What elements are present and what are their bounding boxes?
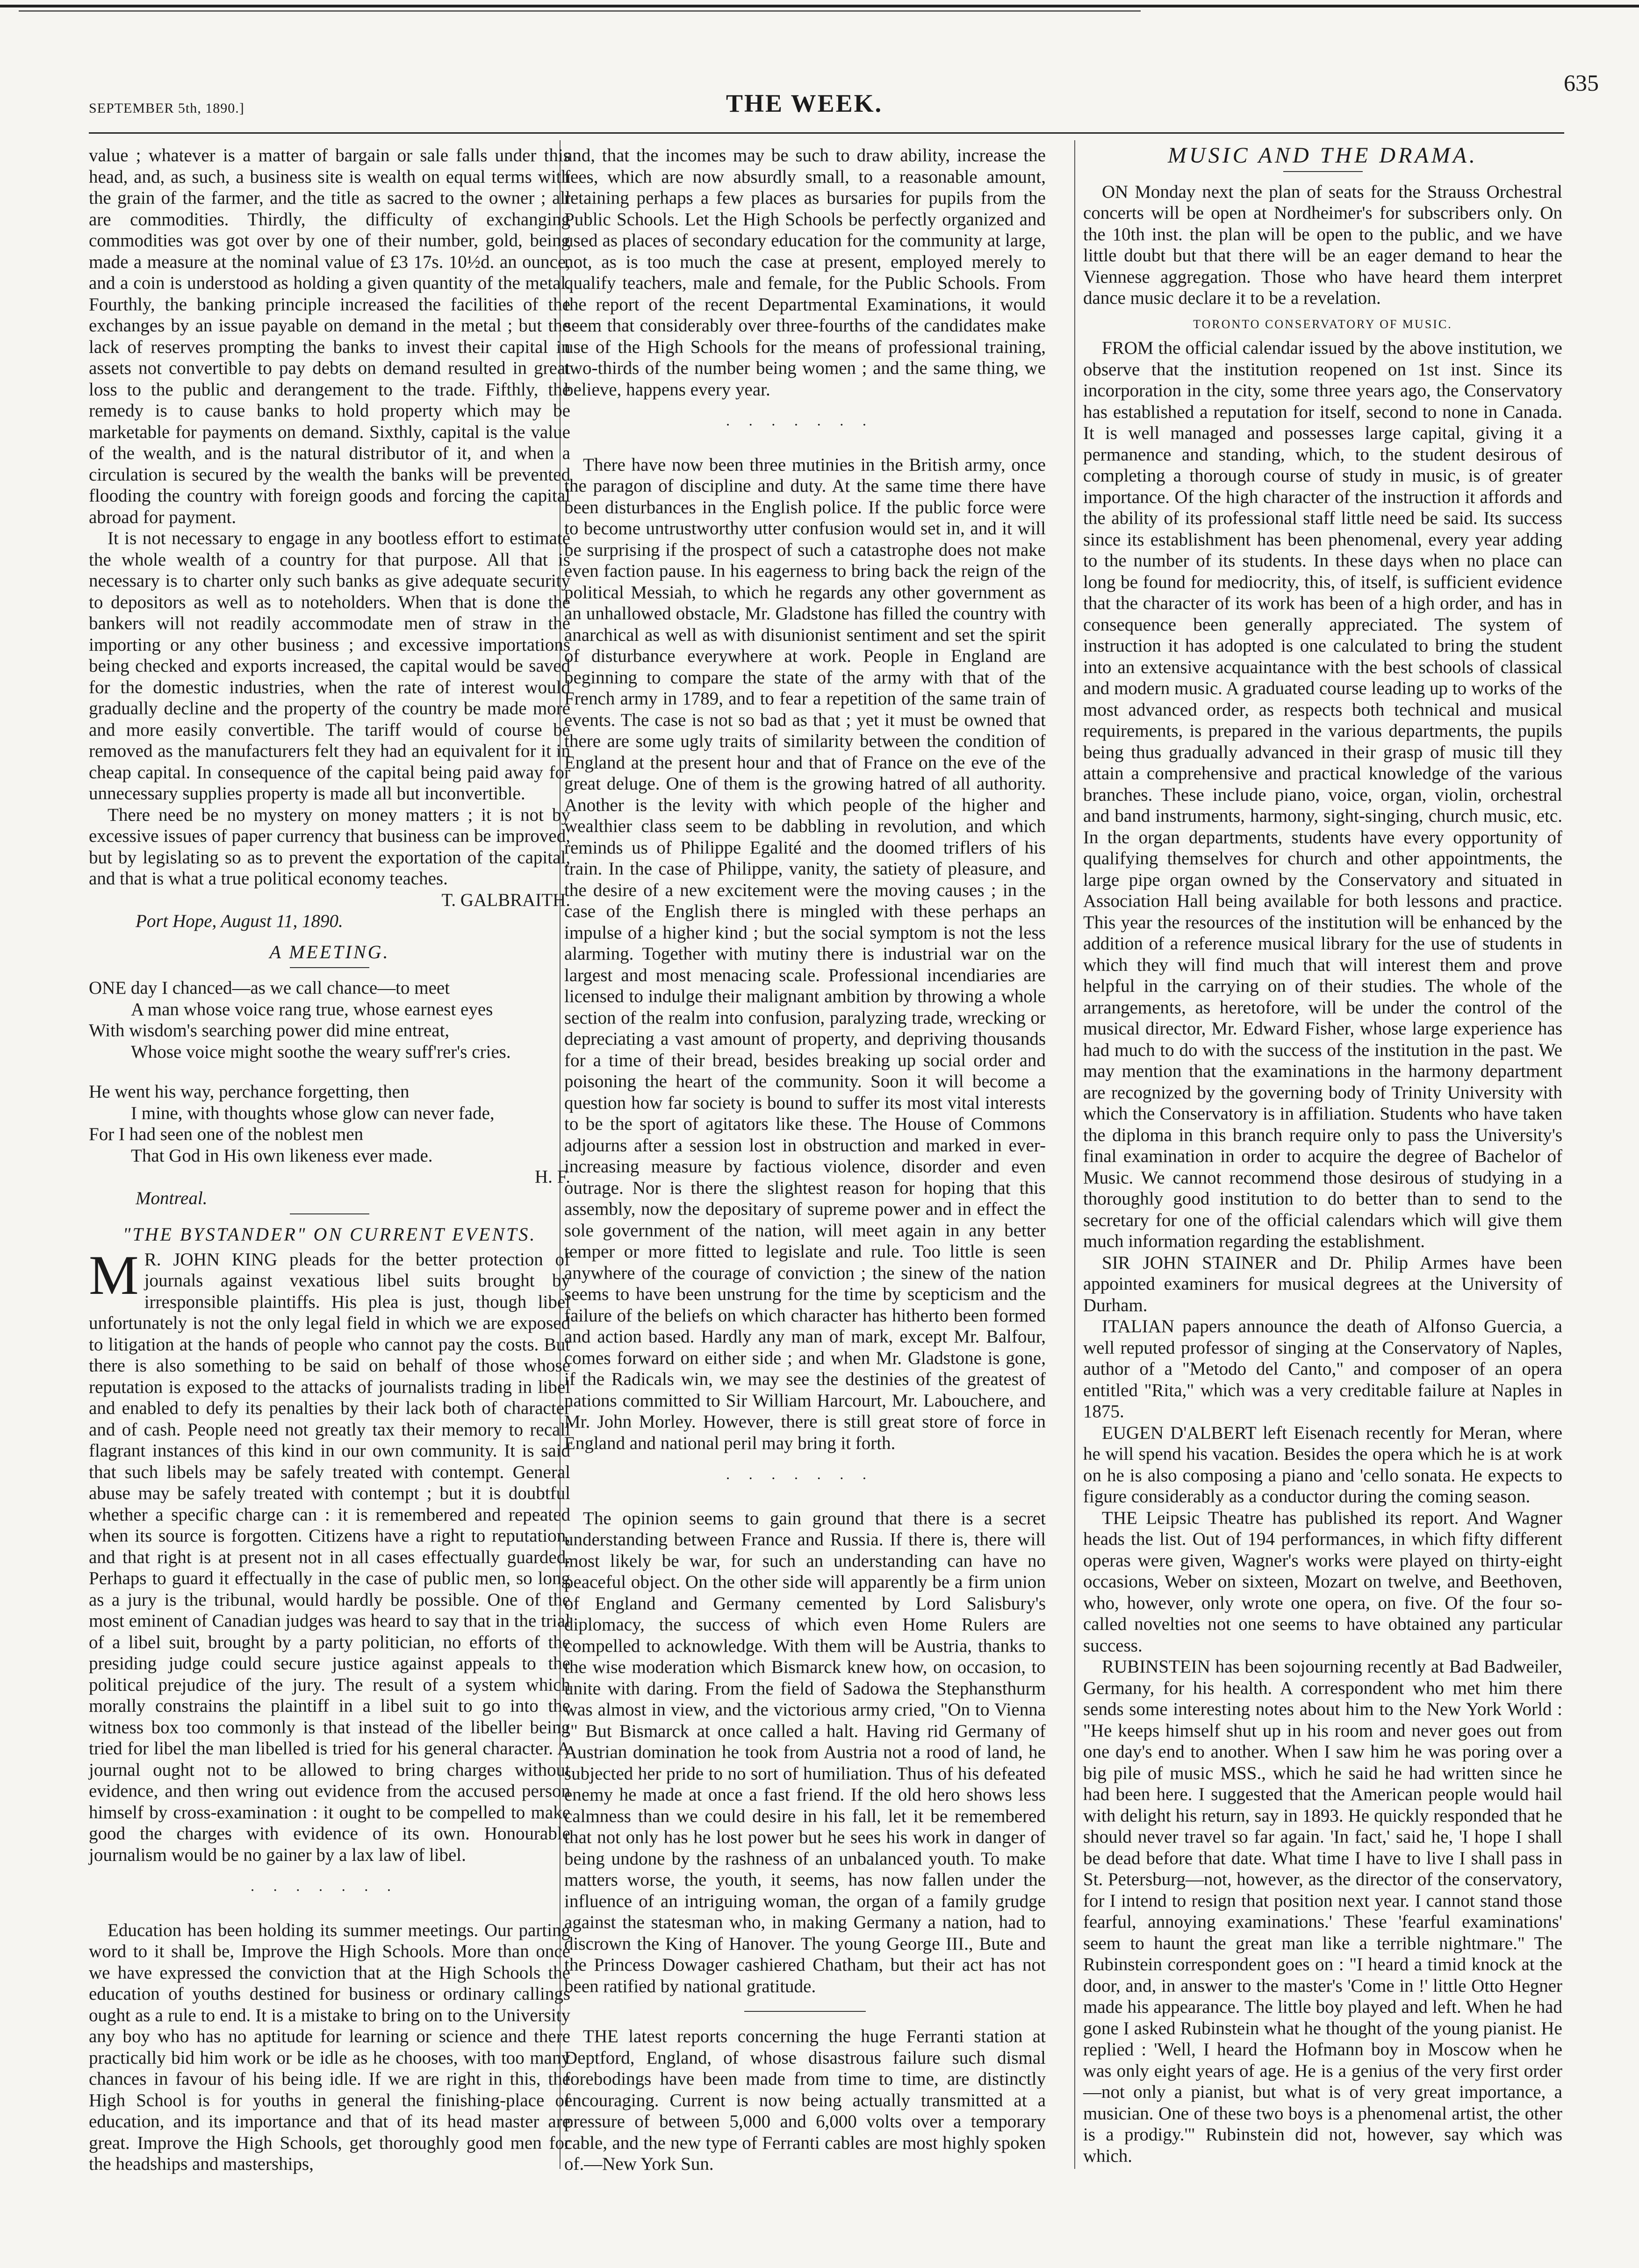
article-paragraph: ON Monday next the plan of seats for the Strauss Orchestral concerts will be open at Nordheimer's for subscribers only. On the 10th inst. the plan will be open to the public, and we have little doubt but that there will be an eager demand to hear the Viennese aggregation. Those who have heard them interpret dance music declare it to be a revelation. <box>1083 181 1562 308</box>
section-separator-dots: ······· <box>250 1881 410 1898</box>
letter-signature: T. GALBRAITH. <box>441 890 570 910</box>
poem-line: For I had seen one of the noblest men <box>89 1124 364 1144</box>
drop-cap: M <box>89 1243 139 1306</box>
page-number: 635 <box>1564 70 1599 96</box>
article-paragraph: SIR JOHN STAINER and Dr. Philip Armes have been appointed examiners for musical degrees at the University of Durham. <box>1083 1252 1562 1315</box>
poem-line: A man whose voice rang true, whose earnest eyes <box>131 999 493 1019</box>
article-paragraph: value ; whatever is a matter of bargain or sale falls under this head, and, as such, a business site is wealth on equal terms with the grain of the farmer, and the title as sacred to the owner ; all are commodities. Thirdly, the difficulty of exchanging commodities was got over by one of their number, gold, being made a measure at the nominal value of £3 17s. 10½d. an ounce, and a coin is understood as holding a given quantity of the metal. Fourthly, the banking principle increased the facilities of the exchanges by an issue payable on demand in the metal ; but the lack of reserves prompting the banks to invest their capital in assets not convertible to pay debts on demand resulted in great loss to the public and derangement to the trade. Fifthly, the remedy is to cause banks to hold property which may be marketable for payments on demand. Sixthly, capital is the value of the wealth, and is the natural distributor of it, and when a circulation is secured by the wealth the banks will be prevented flooding the country with foreign goods and forcing the capital abroad for payment. <box>89 145 570 527</box>
issue-date: SEPTEMBER 5th, 1890.] <box>89 100 244 116</box>
article-paragraph: There need be no mystery on money matters ; it is not by excessive issues of paper currency that business can be improved, but by legislating so as to prevent the exportation of the capital, and that is what a true political economy teaches. <box>89 804 570 889</box>
section-rule <box>290 1213 369 1214</box>
column-middle <box>564 145 1046 2175</box>
letter-place-date: Port Hope, August 11, 1890. <box>136 911 343 931</box>
poem <box>89 977 570 1166</box>
section-rule <box>290 967 369 968</box>
subsection-title: TORONTO CONSERVATORY OF MUSIC. <box>1193 317 1452 331</box>
poem-line: That God in His own likeness ever made. <box>131 1145 433 1166</box>
article-paragraph: ITALIAN papers announce the death of Alfonso Guercia, a well reputed professor of singing at the Conservatory of Naples, author of a "Metodo del Canto," and composer of an opera entitled "Rita," which was a very creditable failure at Naples in 1875. <box>1083 1316 1562 1421</box>
section-title: "THE BYSTANDER" ON CURRENT EVENTS. <box>122 1224 537 1245</box>
article-paragraph: THE Leipsic Theatre has published its report. And Wagner heads the list. Out of 194 performances, in which fifty different operas were given, Wagner's works were played on thirty-eight occasions, Weber on sixteen, Mozart on twelve, and Beethoven, who, however, only wrote one opera, on five. Of the four so-called novelties not one seems to have obtained any particular success. <box>1083 1507 1562 1656</box>
top-border-rule <box>0 5 1639 7</box>
top-border-rule-secondary <box>19 10 1141 12</box>
column-divider <box>1074 140 1075 2169</box>
poem-line: ONE day I chanced—as we call chance—to meet <box>89 978 450 998</box>
article-paragraph: FROM the official calendar issued by the above institution, we observe that the institution reopened on 1st inst. Since its incorporation in the city, some three years ago, the Conservatory has established a reputation for itself, second to none in Canada. It is well managed and possesses large capital, giving it a permanence and standing, which, to the student desirous of completing a thorough course of study in music, is of greater importance. Of the high character of the instruction it affords and the ability of its professional staff little need be said. Its success since its establishment has been phenomenal, every year adding to the number of its students. In these days when no place can long be found for mediocrity, this, of itself, is sufficient evidence that the character of its work has been of a high order, and has in consequence been generally appreciated. The system of instruction it has adopted is one calculated to bring the student into an extensive acquaintance with the best schools of classical and modern music. A graduated course leading up to works of the most advanced order, as respects both technical and musical requirements, is prepared in the various departments, the pupils being thus gradually advanced in their grasp of music till they attain a comprehensive and practical knowledge of the various branches. These include piano, voice, organ, violin, orchestral and band instruments, harmony, sight-singing, church music, etc. In the organ departments, students have every opportunity of qualifying themselves for church and other appointments, the large pipe organ owned by the Conservatory and situated in Association Hall being available for both lessons and practice. This year the resources of the institution will be enhanced by the addition of a reference musical library for the use of students in which they will find much that will interest them and prove helpful in the carrying on of their studies. The whole of the arrangements, as heretofore, will be under the control of the musical director, Mr. Edward Fisher, whose large experience has had much to do with the success of the institution in the past. We may mention that the examinations in the harmony department are recognized by the governing body of Trinity University with which the Conservatory is in affiliation. Students who have taken the diploma in this branch require only to pass the University's final examination in order to acquire the degree of Bachelor of Music. We cannot recommend those desirous of studying in a thoroughly good institution to do better than to send to the secretary for one of the official calendars which will give them much information regarding the establishment. <box>1083 338 1562 1251</box>
masthead-title: THE WEEK. <box>726 89 883 117</box>
article-paragraph: RUBINSTEIN has been sojourning recently at Bad Badweiler, Germany, for his health. A correspondent who met him there sends some interesting notes about him to the New York World : "He keeps himself shut up in his room and never goes out from one day's end to another. When I saw him he was poring over a big pile of music MSS., which he said he had written since he had been here. I suggested that the American people would hail with delight his return, say in 1893. He quickly responded that he should never travel so far again. 'In fact,' said he, 'I hope I shall be dead before that date. What time I have to live I shall pass in St. Petersburg—not, however, as the director of the conservatory, for I intend to resign that position next year. I cannot stand those fearful, annoying examinations.' These 'fearful examinations' seem to haunt the great man like a terrible nightmare." The Rubinstein correspondent goes on : "I heard a timid knock at the door, and, in answer to the master's 'Come in !' little Otto Hegner made his appearance. The little boy played and left. When he had gone I asked Rubinstein what he thought of the young pianist. He replied : 'Well, I heard the Hofmann boy in Moscow when he was only eight years of age. He is a genius of the very first order—not only a pianist, but what is of very great importance, a musician. One of these two boys is a phenomenal artist, the other is a prodigy.'" Rubinstein did not, however, say which was which. <box>1083 1657 1562 2166</box>
article-paragraph: M R. JOHN KING pleads for the better protection of journals against vexatious libel suits brought by irresponsible plaintiffs. His plea is just, though libel unfortunately is not the only legal field in which we are exposed to litigation at the hands of people who cannot pay the costs. But there is also something to be said on behalf of those whose reputation is exposed to the attacks of journalists trading in libel and enabled to defy its penalties by their lack both of character and of cash. People need not greatly tax their memory to recall flagrant instances of this kind in our own community. It is said that such libels may be safely treated with contempt. General abuse may be safely treated with contempt ; but it is doubtful whether a specific charge can : it is remembered and repeated when its source is forgotten. Citizens have a right to reputation, and that right is at present not in all cases effectually guarded. Perhaps to guard it effectually in the case of public men, so long as a jury is the tribunal, would hardly be possible. One of the most eminent of Canadian judges was heard to say that in the trial of a libel suit, brought by a party politician, no efforts of the presiding judge could secure justice against appeals to the political prejudice of the jury. The result of a system which morally constrains the plaintiff in a libel suit to go into the witness box too commonly is that instead of the libeller being tried for libel the man libelled is tried for his general character. A journal ought not to be allowed to bring charges without evidence, and then wring out evidence from the accused person himself by cross-examination : it ought to be compelled to make good the charges with evidence of its own. Honourable journalism would be no gainer by a lax law of libel. <box>89 1243 570 1865</box>
header-rule <box>89 132 1564 134</box>
article-paragraph: Education has been holding its summer meetings. Our parting word to it shall be, Improve the High Schools. More than once we have expressed the conviction that at the High Schools the education of youths destined for business or ordinary callings ought as a rule to end. It is a mistake to bring on to the University any boy who has no aptitude for learning or science and there practically bid him work or be idle as he chooses, with too many chances in favour of his being idle. If we are right in this, the High School is for youths in general the finishing-place of education, and its importance and that of its head master are great. Improve the High Schools, get thoroughly good men for the headships and masterships, <box>89 1920 570 2174</box>
article-paragraph: There have now been three mutinies in the British army, once the paragon of discipline and duty. At the same time there have been disturbances in the English police. If the public force were to become untrustworthy utter confusion would set in, and it will be surprising if the prospect of such a catastrophe does not make even faction pause. In his eagerness to bring back the reign of the political Messiah, to which he regards any other government as an unhallowed obstacle, Mr. Gladstone has filled the country with anarchical as well as with disunionist sentiment and set the spirit of disturbance everywhere at work. People in England are beginning to compare the state of the army with that of the French army in 1789, and to fear a repetition of the same train of events. The case is not so bad as that ; yet it must be owned that there are some ugly traits of similarity between the condition of England at the present hour and that of France on the eve of the great deluge. One of them is the growing hatred of all authority. Another is the levity with which people of the higher and wealthier class seem to be dabbling in revolution, and which reminds us of Philippe Egalité and the doomed triflers of his train. In the case of Philippe, vanity, the satiety of pleasure, and the desire of a new excitement were the moving causes ; in the case of the English there is mingled with these perhaps an impulse of a higher kind ; but the social symptom is not the less alarming. Together with mutiny there is industrial war on the largest and most menacing scale. Professional incendiaries are licensed to indulge their malignant ambition by throwing a whole section of the realm into confusion, paralyzing trade, wrecking or depreciating a vast amount of property, and depriving thousands for a time of their bread, besides breaking up social order and poisoning the heart of the community. Soon it will become a question how far society is bound to suffer its most vital interests to be the sport of agitators like these. The House of Commons adjourns after a session lost in obstruction and marked in ever-increasing measure by factious violence, disorder and even outrage. Nor is there the slightest reason for hoping that this assembly, now the depositary of supreme power and in effect the sole government of the nation, will meet again in any better temper or more fitted to legislate and rule. Too little is seen anywhere of the courage of conviction ; the sinew of the nation seems to have been unstrung for the time by scepticism and the failure of the beliefs on which character has hitherto been formed and action based. Hardly any man of mark, except Mr. Balfour, comes forward on either side ; and when Mr. Gladstone is gone, if the Radicals win, we may see the destinies of the greatest of nations committed to Sir William Harcourt, Mr. Labouchere, and Mr. John Morley. However, there is still great store of force in England and national peril may bring it forth. <box>564 454 1046 1453</box>
article-paragraph: and, that the incomes may be such to draw ability, increase the fees, which are now absurdly small, to a reasonable amount, retaining perhaps a few places as bursaries for pupils from the Public Schools. Let the High Schools be perfectly organized and used as places of secondary education for the community at large, not, as is too much the case at present, employed merely to qualify teachers, male and female, for the Public Schools. From the report of the recent Departmental Examinations, it would seem that considerably over three-fourths of the candidates make use of the High Schools for the means of professional training, two-thirds of the number being women ; and the same thing, we believe, happens every year. <box>564 145 1046 400</box>
poem-line: He went his way, perchance forgetting, then <box>89 1082 410 1102</box>
article-paragraph: THE latest reports concerning the huge Ferranti station at Deptford, England, of whose disastrous failure such dismal forebodings have been made from time to time, are distinctly encouraging. Current is now being actually transmitted at a pressure of between 5,000 and 6,000 volts over a temporary cable, and the new type of Ferranti cables are most highly spoken of.—New York Sun. <box>564 2026 1046 2174</box>
section-separator-dots: ······· <box>725 416 885 433</box>
article-paragraph: It is not necessary to engage in any bootless effort to estimate the whole wealth of a country for that purpose. All that is necessary is to charter only such banks as give adequate security to depositors as well as to noteholders. When that is done the bankers will not readily accommodate men of straw in the importing or any other business ; and excessive importations being checked and exports increased, the capital would be saved for the domestic industries, when the rate of interest would gradually decline and the property of the country be made more and more easily convertible. The tariff would of course be removed as the manufacturers felt they had an equivalent for it in cheap capital. In consequence of the capital being paid away for unnecessary supplies property is made all but inconvertible. <box>89 528 570 804</box>
poem-line: I mine, with thoughts whose glow can never fade, <box>131 1103 495 1123</box>
section-title: MUSIC AND THE DRAMA. <box>1167 143 1478 168</box>
article-paragraph: EUGEN D'ALBERT left Eisenach recently for Meran, where he will spend his vacation. Besides the opera which he is at work on he is also composing a piano and 'cello sonata. He expects to figure considerably as a conductor during the coming season. <box>1083 1422 1562 1507</box>
poem-title: A MEETING. <box>269 941 390 962</box>
section-rule <box>1283 171 1363 172</box>
poem-place: Montreal. <box>136 1188 208 1208</box>
article-paragraph: The opinion seems to gain ground that there is a secret understanding between France and Russia. If there is, there will most likely be war, for such an understanding can have no peaceful object. On the other side will apparently be a firm union of England and Germany cemented by Lord Salisbury's diplomacy, the success of which even Home Rulers are compelled to acknowledge. With them will be Austria, thanks to the wise moderation which Bismarck knew how, on occasion, to unite with daring. From the field of Sadowa the Stephansthurm was almost in view, and the victorious army cried, "On to Vienna !" But Bismarck at once called a halt. Having rid Germany of Austrian domination he took from Austria not a rood of land, he subjected her pride to no sort of humiliation. Thus of his defeated enemy he made at once a fast friend. If the old hero shows less calmness than we could desire in his fall, let it be remembered that not only has he lost power but he sees his work in danger of being undone by the rashness of an unbalanced youth. To make matters worse, the youth, it seems, has now fallen under the influence of an intriguing woman, the organ of a family grudge against the statesman who, in making Germany a nation, had to discrown the King of Hanover. The young George III., Bute and the Princess Dowager cashiered Chatham, but their act has not been ratified by national gratitude. <box>564 1508 1046 1996</box>
poem-line: With wisdom's searching power did mine entreat, <box>89 1020 450 1041</box>
section-rule <box>744 2011 866 2012</box>
column-right <box>1083 145 1562 2167</box>
column-left <box>89 145 570 2175</box>
poem-signature: H. F. <box>535 1167 570 1187</box>
poem-line: Whose voice might soothe the weary suff'rer's cries. <box>131 1041 511 1062</box>
section-separator-dots: ······· <box>725 1470 885 1486</box>
